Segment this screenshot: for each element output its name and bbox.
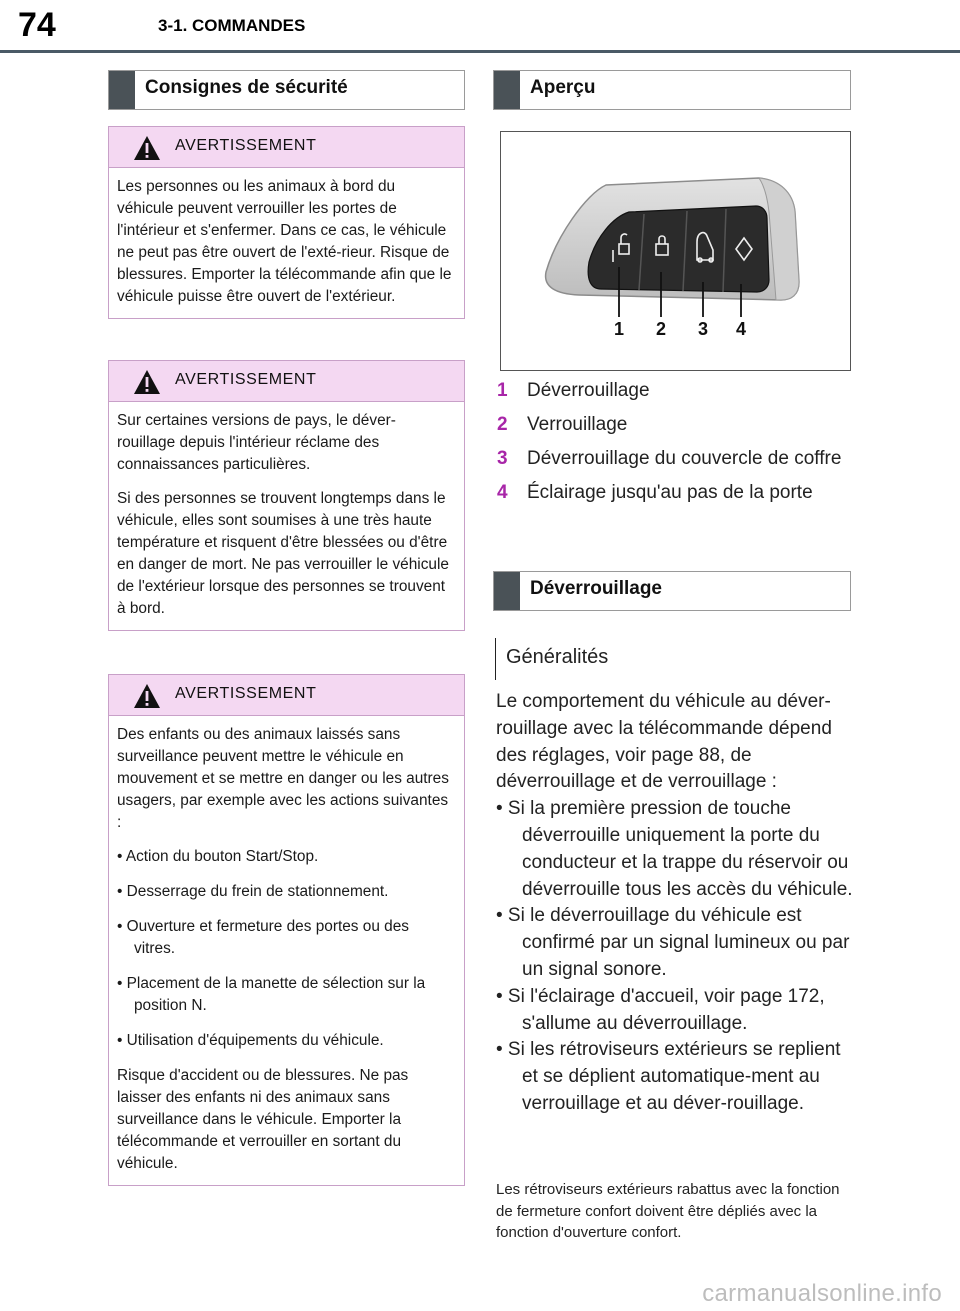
legend-number: 1 (497, 380, 508, 401)
section-header-unlock (493, 571, 851, 611)
warning-header (109, 675, 464, 716)
warning-paragraph: Risque d'accident ou de blessures. Ne pas laisser des enfants ni des animaux sans surveillance dans le véhicule. Emporter la télécommande et verrouiller en sortant du véhicule. (117, 1067, 409, 1172)
legend-text: Éclairage jusqu'au pas de la porte (527, 482, 813, 503)
chapter-title: 3-1. COMMANDES (158, 16, 306, 35)
legend-number: 4 (497, 482, 508, 503)
warning-paragraph: Des enfants ou des animaux laissés sans surveillance peuvent mettre le véhicule en mouvement et se mettre en danger ou les autres usagers, par exemple avec les actions suivantes : (117, 726, 449, 831)
warning-box-3 (108, 674, 465, 1186)
warning-triangle-icon (133, 135, 161, 161)
warning-bullet: • Action du bouton Start/Stop. (117, 848, 319, 865)
page-header (0, 0, 960, 53)
key-fob-illustration (501, 132, 850, 370)
warning-paragraph: Sur certaines versions de pays, le déver-rouillage depuis l'intérieur réclame des connaissances particulières. (117, 412, 396, 473)
warning-triangle-icon (133, 683, 161, 709)
warning-paragraph: Si des personnes se trouvent longtemps dans le véhicule, elles sont soumises à une très haute température et risquent d'être blessées ou d'être en danger de mort. Ne pas verrouiller le véhicule de l'extérieur lorsque des personnes se trouvent à bord. (117, 490, 449, 617)
legend-item (497, 478, 857, 508)
section-bar (494, 71, 520, 109)
warning-body (109, 168, 464, 318)
key-fob-figure (500, 131, 851, 371)
warning-body (109, 716, 464, 1185)
warning-bullet: • Ouverture et fermeture des portes ou des vitres. (117, 918, 409, 957)
section-bar (109, 71, 135, 109)
legend-text: Déverrouillage du couvercle de coffre (527, 448, 842, 469)
watermark: carmanualsonline.info (702, 1280, 942, 1307)
legend-number: 3 (497, 448, 508, 469)
section-title: Aperçu (530, 77, 596, 98)
warning-header (109, 361, 464, 402)
legend-text: Verrouillage (527, 414, 628, 435)
warning-triangle-icon (133, 369, 161, 395)
subheading: Généralités (495, 638, 608, 680)
body-paragraph: Le comportement du véhicule au déver-rouillage avec la télécommande dépend des réglages, voir page 88, de déverrouillage et de verrouillage : (496, 691, 832, 793)
warning-bullet: • Placement de la manette de sélection sur la position N. (117, 975, 426, 1014)
warning-bullet: • Desserrage du frein de stationnement. (117, 883, 389, 900)
legend-item (497, 376, 857, 406)
warning-header (109, 127, 464, 168)
callout-1: 1 (613, 319, 625, 339)
page-number: 74 (18, 6, 56, 44)
legend-item (497, 410, 857, 440)
warning-box-2 (108, 360, 465, 631)
warning-bullet: • Utilisation d'équipements du véhicule. (117, 1032, 384, 1049)
callout-2: 2 (655, 319, 667, 339)
warning-label: AVERTISSEMENT (175, 685, 317, 702)
callout-3: 3 (697, 319, 709, 339)
warning-body (109, 402, 464, 630)
note-text: Les rétroviseurs extérieurs rabattus avec la fonction de fermeture confort doivent être dépliés avec la fonction d'ouverture confort. (496, 1181, 840, 1241)
section-title: Déverrouillage (530, 578, 662, 599)
section-header-overview (493, 70, 851, 110)
body-bullet: • Si la première pression de touche déverrouille uniquement la porte du conducteur et la trappe du réservoir ou déverrouille tous les accès du véhicule. (496, 798, 853, 900)
legend-text: Déverrouillage (527, 380, 650, 401)
warning-label: AVERTISSEMENT (175, 371, 317, 388)
legend-item (497, 444, 857, 474)
body-bullet: • Si les rétroviseurs extérieurs se replient et se déplient automatique-ment au verrouillage et au déver-rouillage. (496, 1039, 841, 1114)
figure-legend (497, 376, 857, 512)
body-bullet: • Si l'éclairage d'accueil, voir page 172, s'allume au déverrouillage. (496, 985, 825, 1034)
callout-4: 4 (735, 319, 747, 339)
section-title: Consignes de sécurité (145, 77, 348, 98)
warning-paragraph: Les personnes ou les animaux à bord du véhicule peuvent verrouiller les portes de l'intérieur et s'enfermer. Dans ce cas, le véhicule ne peut pas être ouvert de l'exté-rieur. Risque de blessures. Emporter la télécommande afin que le véhicule puisse être ouvert de l'extérieur. (117, 178, 452, 305)
section-bar (494, 572, 520, 610)
unlock-body (496, 689, 856, 1118)
warning-box-1 (108, 126, 465, 319)
warning-label: AVERTISSEMENT (175, 137, 317, 154)
section-header-safety (108, 70, 465, 110)
body-bullet: • Si le déverrouillage du véhicule est confirmé par un signal lumineux ou par un signal sonore. (496, 905, 850, 980)
legend-number: 2 (497, 414, 508, 435)
